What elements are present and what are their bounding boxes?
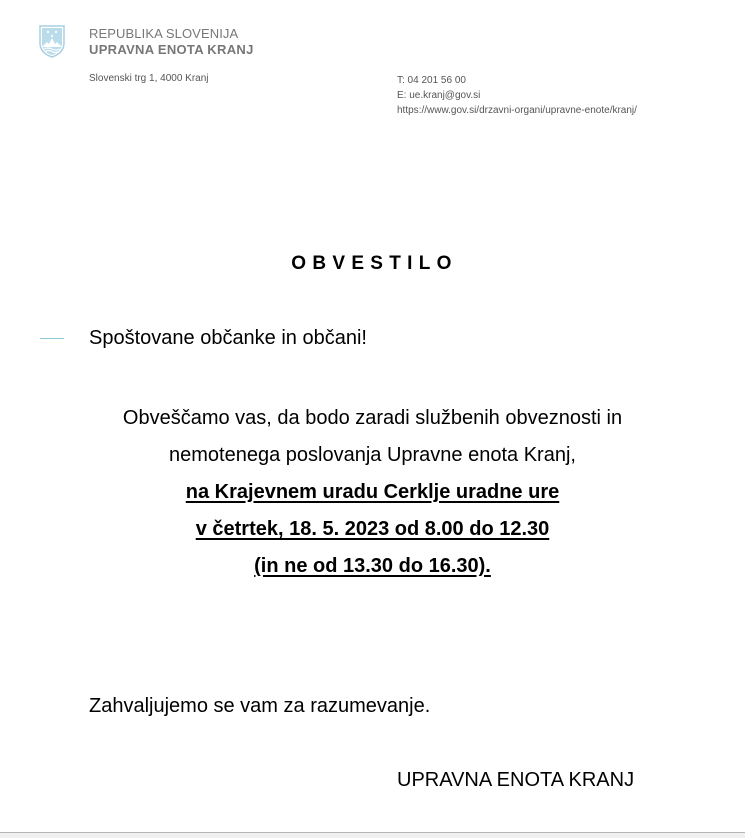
contact-block	[397, 73, 637, 118]
notice-body	[0, 400, 745, 585]
greeting: Spoštovane občanke in občani!	[89, 327, 367, 349]
contact-email[interactable]: E: ue.kranj@gov.si	[397, 90, 481, 101]
accent-divider	[40, 338, 64, 339]
notice-title: OBVESTILO	[291, 253, 458, 274]
body-line: nemotenega poslovanja Upravne enota Kranj,	[169, 444, 576, 466]
org-name-unit: UPRAVNA ENOTA KRANJ	[89, 42, 254, 57]
emphasis-line-exclusion: (in ne od 13.30 do 16.30).	[254, 555, 491, 577]
org-name-republic: REPUBLIKA SLOVENIJA	[89, 26, 239, 41]
emphasis-line-location: na Krajevnem uradu Cerklje uradne ure	[185, 481, 560, 503]
coat-of-arms-icon	[39, 25, 65, 58]
closing-text: Zahvaljujemo se vam za razumevanje.	[89, 695, 431, 717]
body-line: Obveščamo vas, da bodo zaradi službenih obveznosti in	[122, 407, 623, 429]
signature: UPRAVNA ENOTA KRANJ	[397, 769, 635, 791]
contact-phone: T: 04 201 56 00	[397, 75, 466, 86]
emphasis-line-date-hours: v četrtek, 18. 5. 2023 od 8.00 do 12.30	[195, 518, 550, 540]
address: Slovenski trg 1, 4000 Kranj	[89, 73, 209, 84]
page-bottom-edge	[0, 832, 745, 838]
contact-website[interactable]: https://www.gov.si/drzavni-organi/upravne-enote/kranj/	[397, 105, 637, 116]
